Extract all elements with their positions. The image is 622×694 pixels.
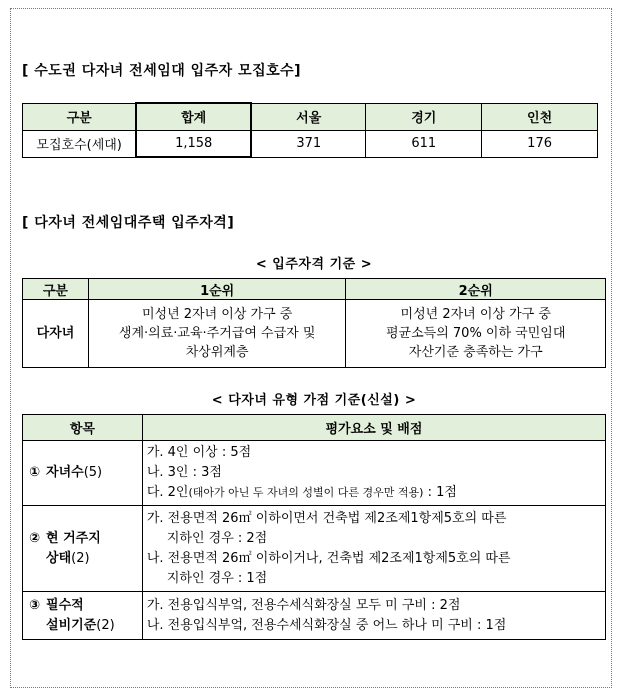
criteria-line: 지하인 경우 : 1점 xyxy=(166,570,268,586)
header-evaluation: 평가요소 및 배점 xyxy=(142,415,605,441)
item-label: 현 거주지 xyxy=(46,530,101,546)
rank1-line: 생계·의료·교육·주거급여 수급자 및 xyxy=(118,326,316,341)
eligibility-table xyxy=(22,278,606,368)
rank2-line: 미성년 2자녀 이상 가구 중 xyxy=(400,307,551,322)
criteria-current-residence xyxy=(142,506,605,592)
criteria-children-count xyxy=(142,441,605,506)
rank1-line: 차상위계층 xyxy=(185,345,249,360)
item-max-points: (2) xyxy=(96,617,115,633)
rank2-criteria xyxy=(346,300,606,368)
header-category: 구분 xyxy=(23,279,89,300)
item-number: ② xyxy=(29,530,41,546)
criteria-line: 지하인 경우 : 2점 xyxy=(166,530,268,546)
criteria-essential-facilities xyxy=(142,592,605,640)
item-label: 필수적 xyxy=(46,597,84,613)
criteria-line: 다. 2인(태아가 아닌 두 자녀의 성별이 다른 경우만 적용) : 1점 xyxy=(146,485,457,500)
item-label: 상태 xyxy=(46,550,72,566)
header-item: 항목 xyxy=(23,415,143,441)
item-current-residence xyxy=(23,506,143,592)
item-max-points: (5) xyxy=(83,465,103,480)
header-incheon: 인천 xyxy=(482,103,598,130)
row-label-households: 모집호수(세대) xyxy=(23,130,137,157)
criteria-line: 나. 전용입식부엌, 전용수세식화장실 중 어느 하나 미 구비 : 1점 xyxy=(146,617,507,633)
section-title-recruitment: [ 수도권 다자녀 전세임대 입주자 모집호수] xyxy=(22,63,302,79)
item-label: 자녀수 xyxy=(46,465,84,480)
criteria-line: 가. 전용입식부엌, 전용수세식화장실 모두 미 구비 : 2점 xyxy=(146,597,461,613)
header-rank1: 1순위 xyxy=(88,279,346,300)
value-gyeonggi: 611 xyxy=(366,130,482,157)
header-rank2: 2순위 xyxy=(346,279,606,300)
rank2-line: 자산기준 충족하는 가구 xyxy=(408,345,543,360)
item-label: 설비기준 xyxy=(46,617,97,633)
criteria-line: 가. 전용면적 26㎡ 이하이면서 건축법 제2조제1항제5호의 따른 xyxy=(146,510,507,526)
bonus-points-table xyxy=(22,414,606,640)
row-label-multichild: 다자녀 xyxy=(23,300,89,368)
header-gyeonggi: 경기 xyxy=(366,103,482,130)
section-title-eligibility: [ 다자녀 전세임대주택 입주자격] xyxy=(22,215,235,231)
item-number: ① xyxy=(29,465,41,480)
criteria-line: 가. 4인 이상 : 5점 xyxy=(146,445,252,460)
recruitment-table xyxy=(22,102,598,158)
criteria-line: 나. 3인 : 3점 xyxy=(146,465,222,480)
header-total: 합계 xyxy=(136,103,251,130)
caption-bonus-points: < 다자녀 유형 가점 기준(신설) > xyxy=(211,393,417,408)
rank2-line: 평균소득의 70% 이하 국민임대 xyxy=(385,326,566,341)
rank1-criteria xyxy=(88,300,346,368)
criteria-line: 나. 전용면적 26㎡ 이하이거나, 건축법 제2조제1항제5호의 따른 xyxy=(146,550,511,566)
header-seoul: 서울 xyxy=(251,103,366,130)
value-total: 1,158 xyxy=(136,130,251,157)
item-max-points: (2) xyxy=(71,550,90,566)
item-children-count xyxy=(23,441,143,506)
value-incheon: 176 xyxy=(482,130,598,157)
item-essential-facilities xyxy=(23,592,143,640)
caption-eligibility: < 입주자격 기준 > xyxy=(255,257,373,272)
item-number: ③ xyxy=(29,597,41,613)
rank1-line: 미성년 2자녀 이상 가구 중 xyxy=(141,307,293,322)
header-category: 구분 xyxy=(23,103,137,130)
value-seoul: 371 xyxy=(251,130,366,157)
